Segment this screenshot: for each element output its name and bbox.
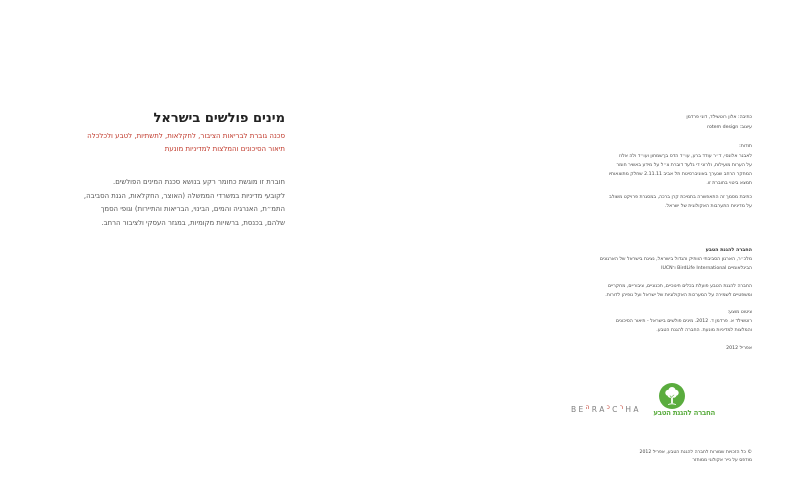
logo-letter: A bbox=[599, 405, 605, 414]
thanks-paragraph bbox=[609, 152, 752, 188]
intro-line: התמ״ת, האנרגיה והמים, הבינוי, הבריאות והתיירות) וגופי הסמך bbox=[100, 205, 285, 214]
writing-credit: כתיבה: אלון רוטשילד, דוני פרדמן bbox=[686, 115, 752, 120]
support-paragraph bbox=[609, 193, 752, 211]
logo-letter: R bbox=[591, 405, 597, 414]
tree-icon bbox=[659, 383, 685, 409]
logo-letter: כ bbox=[606, 404, 610, 411]
org-mission bbox=[605, 282, 752, 300]
support-line: על מדיניות התערבות האקולוגית של ישראל. bbox=[664, 203, 752, 209]
intro-line: שלהם, בכנסת, ברשויות מקומיות, במגזר העסקי ולציבור הרחב. bbox=[101, 219, 285, 228]
thanks-line: לאבנר אלונסי, ד״ר עודד ברע, עו״ד הדס בן־שמחון ועו״ד ולה אלוז bbox=[619, 153, 752, 159]
intro-line: לקובעי מדיניות במשרדי הממשלה (האוצר, החקלאות, הגנת הסביבה, bbox=[83, 191, 285, 200]
publication-date: אפריל 2012 bbox=[726, 345, 752, 351]
logo-letter: H bbox=[625, 405, 632, 414]
org-name: החברה להגנת הטבע bbox=[705, 246, 752, 253]
citation-heading: ציטוט מוצע: bbox=[727, 309, 752, 315]
org-about bbox=[600, 255, 752, 273]
logo-letter: B bbox=[571, 405, 577, 414]
footer-line: מודפס על נייר אקולוגי ממוחזר bbox=[692, 458, 752, 463]
logo-letter: E bbox=[578, 405, 584, 414]
thanks-line: המחקר הרחב שנערך באוניברסיטת תל אביב 2.11.11 שחלק מתוצאותיו bbox=[608, 171, 752, 177]
beracha-foundation-logo bbox=[571, 405, 641, 415]
design-credit: עיצוב: rotem design bbox=[707, 125, 752, 130]
copyright-footer bbox=[640, 449, 752, 465]
logo-letter: ר bbox=[619, 404, 624, 411]
org-about-line: הבינלאומיים BirdLife International ו־IUCN bbox=[661, 265, 752, 271]
subtitle-line: סכנה גוברת לבריאות הציבור, לחקלאות, לתשתיות, לטבע ולכלכלה bbox=[87, 131, 285, 140]
support-line: כתיבת מסמך זה התאפשרה בתמיכת קרן ברכה, במסגרת פרויקט משולב bbox=[609, 194, 752, 200]
org-mission-line: החברה להגנת הטבע פועלת בכלים חינוכיים, תכנוניים, ציבוריים, מחקריים bbox=[607, 283, 752, 289]
spni-logo-text: החברה להגנת הטבע bbox=[653, 409, 715, 417]
page-title: מינים פולשים בישראל bbox=[153, 111, 285, 126]
subtitle-line: תיאור הסיכונים והמלצות למדיניות מונעת bbox=[164, 144, 285, 153]
org-about-line: מלכ״ר, הארגון הסביבתי הוותיק והגדול בישראל, נציגת בישראל של הארגונים bbox=[599, 256, 752, 262]
credits bbox=[686, 113, 752, 133]
thanks-heading: תודות: bbox=[739, 143, 752, 149]
intro-paragraph bbox=[84, 176, 285, 231]
right-page bbox=[400, 0, 800, 495]
org-mission-line: ומשפטיים לשמירה על המערכות האקולוגיות של ישראל ועל נופיהן לדורות. bbox=[605, 292, 752, 298]
citation-line: והמלצות למדיניות מונעת. החברה להגנת הטבע. bbox=[656, 327, 752, 333]
logo-letter: C bbox=[612, 405, 618, 414]
logo-letter: ה bbox=[585, 404, 590, 411]
thanks-line: על הערות מועילות, ולרוני די גלעד דוברת צ״ל על מידע באשיר חומר bbox=[616, 162, 752, 168]
citation-line: רוטשילד א. פרדמן ד. 2012. מינים פולשים בישראל - תיאור הסיכונים bbox=[615, 318, 752, 324]
logo-letter: A bbox=[633, 405, 639, 414]
footer-line: © כל הזכויות שמורות לחברה להגנת הטבע, אפריל 2012 bbox=[639, 450, 752, 455]
citation bbox=[616, 317, 752, 335]
thanks-line: תמצא ביטוי בחוברת זו. bbox=[706, 180, 752, 186]
intro-line: חוברת זו מוגשת כחומר רקע בנושא סכנת המינים הפולשים. bbox=[113, 178, 285, 186]
subtitle bbox=[87, 130, 285, 156]
